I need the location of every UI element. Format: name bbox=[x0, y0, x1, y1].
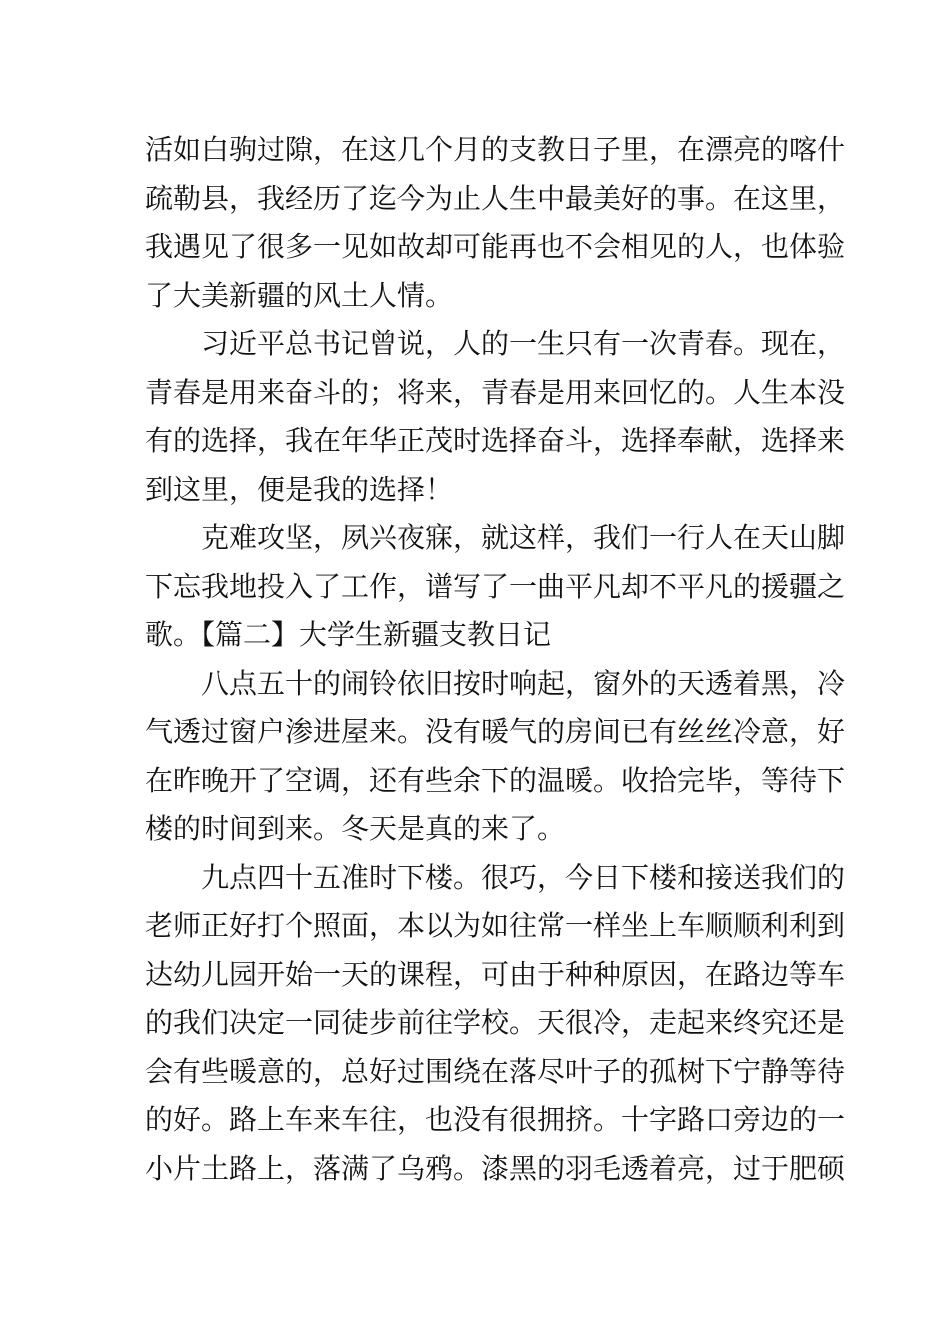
text-line: 有的选择，我在年华正茂时选择奋斗，选择奉献，选择来 bbox=[145, 424, 846, 457]
paragraph-3 bbox=[145, 514, 846, 660]
text-line: 小片土路上，落满了乌鸦。漆黑的羽毛透着亮，过于肥硕 bbox=[145, 1151, 846, 1185]
text-line: 老师正好打个照面，本以为如往常一样坐上车顺顺利利到 bbox=[145, 909, 846, 942]
paragraph-1 bbox=[145, 126, 846, 320]
text-line: 九点四十五准时下楼。很巧，今日下楼和接送我们的 bbox=[201, 860, 846, 894]
text-line: 疏勒县，我经历了迄今为止人生中最美好的事。在这里， bbox=[145, 181, 846, 215]
text-line: 的我们决定一同徒步前往学校。天很冷，走起来终究还是 bbox=[145, 1006, 846, 1039]
text-line: 会有些暖意的，总好过围绕在落尽叶子的孤树下宁静等待 bbox=[145, 1054, 846, 1088]
text-line: 克难攻坚，夙兴夜寐，就这样，我们一行人在天山脚 bbox=[201, 521, 846, 554]
paragraph-5 bbox=[145, 854, 846, 1194]
text-line: 楼的时间到来。冬天是真的来了。 bbox=[145, 812, 566, 845]
text-line: 活如白驹过隙，在这几个月的支教日子里，在漂亮的喀什 bbox=[145, 133, 846, 166]
text-line: 歌。【篇二】大学生新疆支教日记 bbox=[145, 618, 552, 651]
text-line: 八点五十的闹铃依旧按时响起，窗外的天透着黑，冷 bbox=[201, 666, 846, 700]
text-line: 下忘我地投入了工作，谱写了一曲平凡却不平凡的援疆之 bbox=[145, 569, 846, 603]
text-line: 达幼儿园开始一天的课程，可由于种种原因，在路边等车 bbox=[145, 957, 846, 991]
text-line: 在昨晚开了空调，还有些余下的温暖。收拾完毕，等待下 bbox=[145, 763, 846, 797]
text-line: 我遇见了很多一见如故却可能再也不会相见的人，也体验 bbox=[145, 230, 846, 263]
paragraph-2 bbox=[145, 320, 846, 514]
text-line: 了大美新疆的风土人情。 bbox=[145, 278, 454, 312]
document-body bbox=[145, 126, 846, 1193]
paragraph-4 bbox=[145, 660, 846, 854]
text-line: 习近平总书记曾说，人的一生只有一次青春。现在， bbox=[201, 327, 846, 360]
text-line: 的好。路上车来车往，也没有很拥挤。十字路口旁边的一 bbox=[145, 1103, 846, 1136]
text-line: 气透过窗户渗进屋来。没有暖气的房间已有丝丝冷意，好 bbox=[145, 715, 846, 748]
text-line: 到这里，便是我的选择！ bbox=[145, 472, 454, 506]
text-line: 青春是用来奋斗的；将来，青春是用来回忆的。人生本没 bbox=[145, 375, 846, 409]
